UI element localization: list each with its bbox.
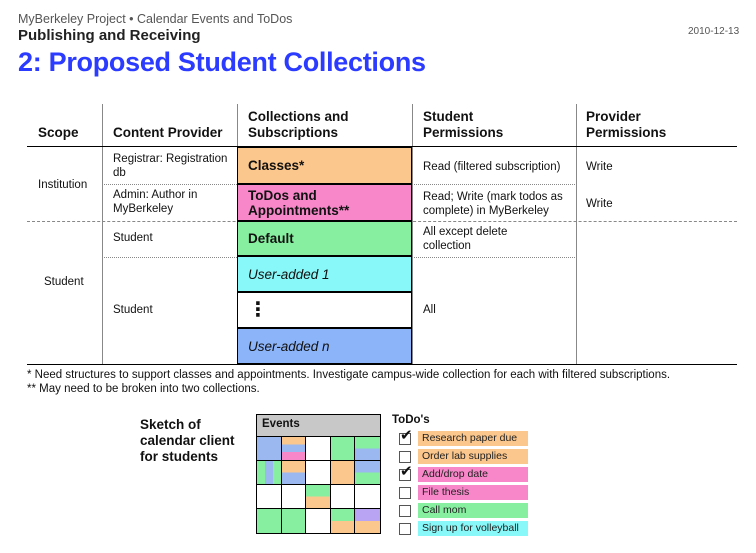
collection-classes: Classes* [237, 147, 412, 184]
header-collections: Collections and Subscriptions [248, 109, 349, 140]
collection-user-added-n: User-added n [237, 328, 412, 364]
provider-student: Student [113, 232, 153, 244]
checkbox-unchecked[interactable] [399, 505, 411, 517]
todo-label: File thesis [418, 485, 528, 500]
calendar-cell [282, 509, 307, 533]
todo-item[interactable] [399, 449, 528, 464]
calendar-title: Events [257, 415, 380, 437]
todo-item[interactable] [399, 485, 528, 500]
scope-student: Student [44, 276, 84, 288]
todo-label: Order lab supplies [418, 449, 528, 464]
calendar-cell [306, 485, 331, 509]
provider-admin: Admin: Author in MyBerkeley [113, 189, 198, 215]
calendar-cell [331, 461, 356, 485]
student-perm-todos: Read; Write (mark todos as complete) in MyBerkeley [423, 191, 563, 217]
todo-label: Call mom [418, 503, 528, 518]
calendar-cell [355, 437, 380, 461]
scope-institution: Institution [38, 179, 88, 191]
sketch-label: Sketch of calendar client for students [140, 417, 235, 464]
checkbox-unchecked[interactable] [399, 523, 411, 535]
student-perm-classes: Read (filtered subscription) [423, 161, 561, 173]
provider-perm-classes: Write [586, 161, 613, 173]
footnote-2: ** May need to be broken into two collections. [27, 383, 260, 395]
checkmark-icon: ✔ [400, 426, 413, 444]
checkmark-icon: ✔ [400, 462, 413, 480]
page-subtitle: Publishing and Receiving [18, 27, 201, 44]
header-student-permissions: Student Permissions [423, 109, 504, 140]
checkbox-checked[interactable] [399, 462, 413, 481]
calendar-cell [331, 485, 356, 509]
collection-default: Default [237, 221, 412, 256]
calendar-cell [257, 437, 282, 461]
provider-student: Student [113, 304, 153, 316]
calendar-cell [282, 461, 307, 485]
calendar-sketch [256, 414, 381, 534]
todo-label: Add/drop date [418, 467, 528, 482]
breadcrumb: MyBerkeley Project • Calendar Events and ToDos [18, 12, 293, 26]
table-bottom-rule [27, 364, 737, 365]
student-perm-user-added: All [423, 304, 436, 316]
column-divider [576, 104, 577, 364]
header-provider-permissions: Provider Permissions [586, 109, 667, 140]
column-divider [102, 104, 103, 364]
todo-item[interactable] [399, 503, 528, 518]
calendar-cell [257, 509, 282, 533]
header-scope: Scope [38, 125, 79, 140]
calendar-cell [331, 437, 356, 461]
calendar-cell [306, 437, 331, 461]
checkbox-checked[interactable] [399, 426, 413, 445]
todo-label: Research paper due [418, 431, 528, 446]
calendar-grid [257, 437, 380, 533]
collection-user-added-1: User-added 1 [237, 256, 412, 292]
collection-todos: ToDos and Appointments** [237, 184, 412, 221]
checkbox-unchecked[interactable] [399, 487, 411, 499]
calendar-cell [306, 509, 331, 533]
calendar-cell [331, 509, 356, 533]
calendar-cell [282, 437, 307, 461]
calendar-cell [355, 485, 380, 509]
calendar-cell [355, 461, 380, 485]
provider-registrar: Registrar: Registration db [113, 153, 228, 179]
footnote-1: * Need structures to support classes and appointments. Investigate campus-wide collection for each with filtered subscriptions. [27, 369, 671, 381]
todo-list-title: ToDo's [392, 414, 430, 426]
todo-item[interactable] [399, 521, 528, 536]
date-stamp: 2010-12-13 [688, 26, 740, 37]
student-perm-default: All except delete collection [423, 226, 508, 252]
header-content-provider: Content Provider [113, 125, 223, 140]
calendar-cell [257, 461, 282, 485]
calendar-cell [257, 485, 282, 509]
calendar-cell [282, 485, 307, 509]
column-divider [412, 104, 413, 364]
calendar-cell [355, 509, 380, 533]
collection-ellipsis: ⋮ [237, 292, 412, 328]
todo-item[interactable] [399, 462, 528, 482]
provider-perm-todos: Write [586, 198, 613, 210]
checkbox-unchecked[interactable] [399, 451, 411, 463]
todo-label: Sign up for volleyball [418, 521, 528, 536]
page-title: 2: Proposed Student Collections [18, 47, 426, 77]
calendar-cell [306, 461, 331, 485]
todo-item[interactable] [399, 426, 528, 446]
